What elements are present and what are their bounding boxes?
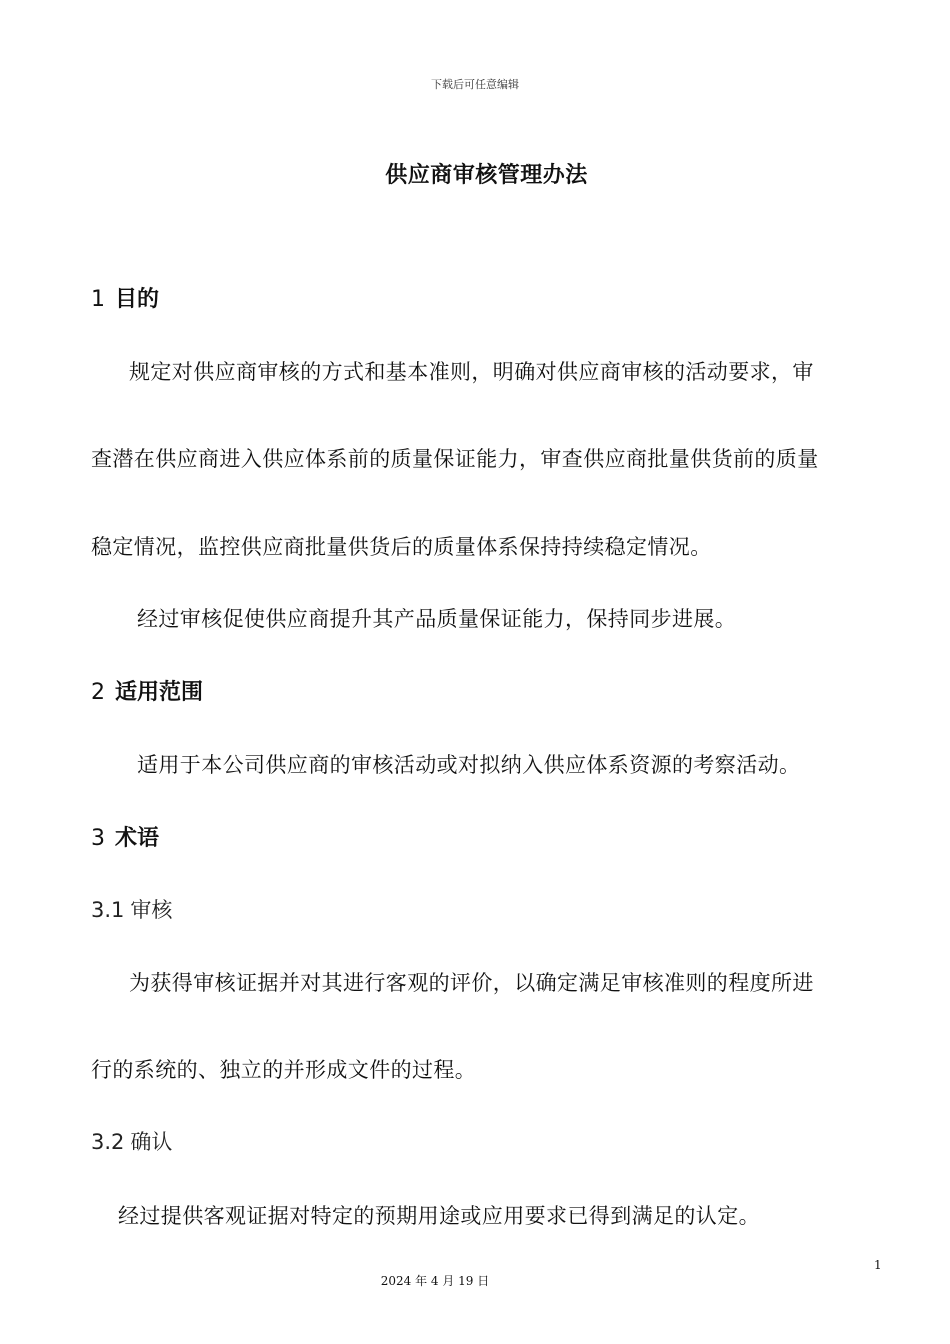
subsection-3-1-heading [91,894,172,924]
section-number: 1 [91,287,105,312]
section-title: 适用范围 [115,680,204,705]
section-3-heading [91,821,159,852]
section-2-heading [91,675,203,706]
subsection-title: 审核 [130,898,173,922]
document-title: 供应商审核管理办法 [385,163,588,188]
paragraph-line: 稳定情况，监控供应商批量供货后的质量体系保持持续稳定情况。 [91,535,712,559]
page-number: 1 [874,1258,882,1272]
paragraph-line: 规定对供应商审核的方式和基本准则，明确对供应商审核的活动要求，审 [129,360,814,384]
subsection-number: 3.2 [91,1130,125,1154]
subsection-title: 确认 [130,1130,173,1154]
subsection-3-2-heading [91,1126,172,1156]
subsection-number: 3.1 [91,898,125,922]
section-title: 术语 [115,826,160,851]
section-1-heading [91,282,159,313]
paragraph-line: 查潜在供应商进入供应体系前的质量保证能力，审查供应商批量供货前的质量 [91,447,819,471]
header-note: 下载后可任意编辑 [431,78,519,91]
footer-date: 2024 年 4 月 19 日 [380,1274,490,1288]
paragraph-line: 经过提供客观证据对特定的预期用途或应用要求已得到满足的认定。 [118,1204,760,1228]
paragraph-line: 行的系统的、独立的并形成文件的过程。 [91,1058,477,1082]
paragraph-line: 为获得审核证据并对其进行客观的评价，以确定满足审核准则的程度所进 [129,971,814,995]
paragraph-line: 适用于本公司供应商的审核活动或对拟纳入供应体系资源的考察活动。 [137,753,801,777]
section-title: 目的 [115,287,160,312]
section-number: 2 [91,680,105,705]
section-number: 3 [91,826,105,851]
paragraph-line: 经过审核促使供应商提升其产品质量保证能力，保持同步进展。 [137,607,737,631]
